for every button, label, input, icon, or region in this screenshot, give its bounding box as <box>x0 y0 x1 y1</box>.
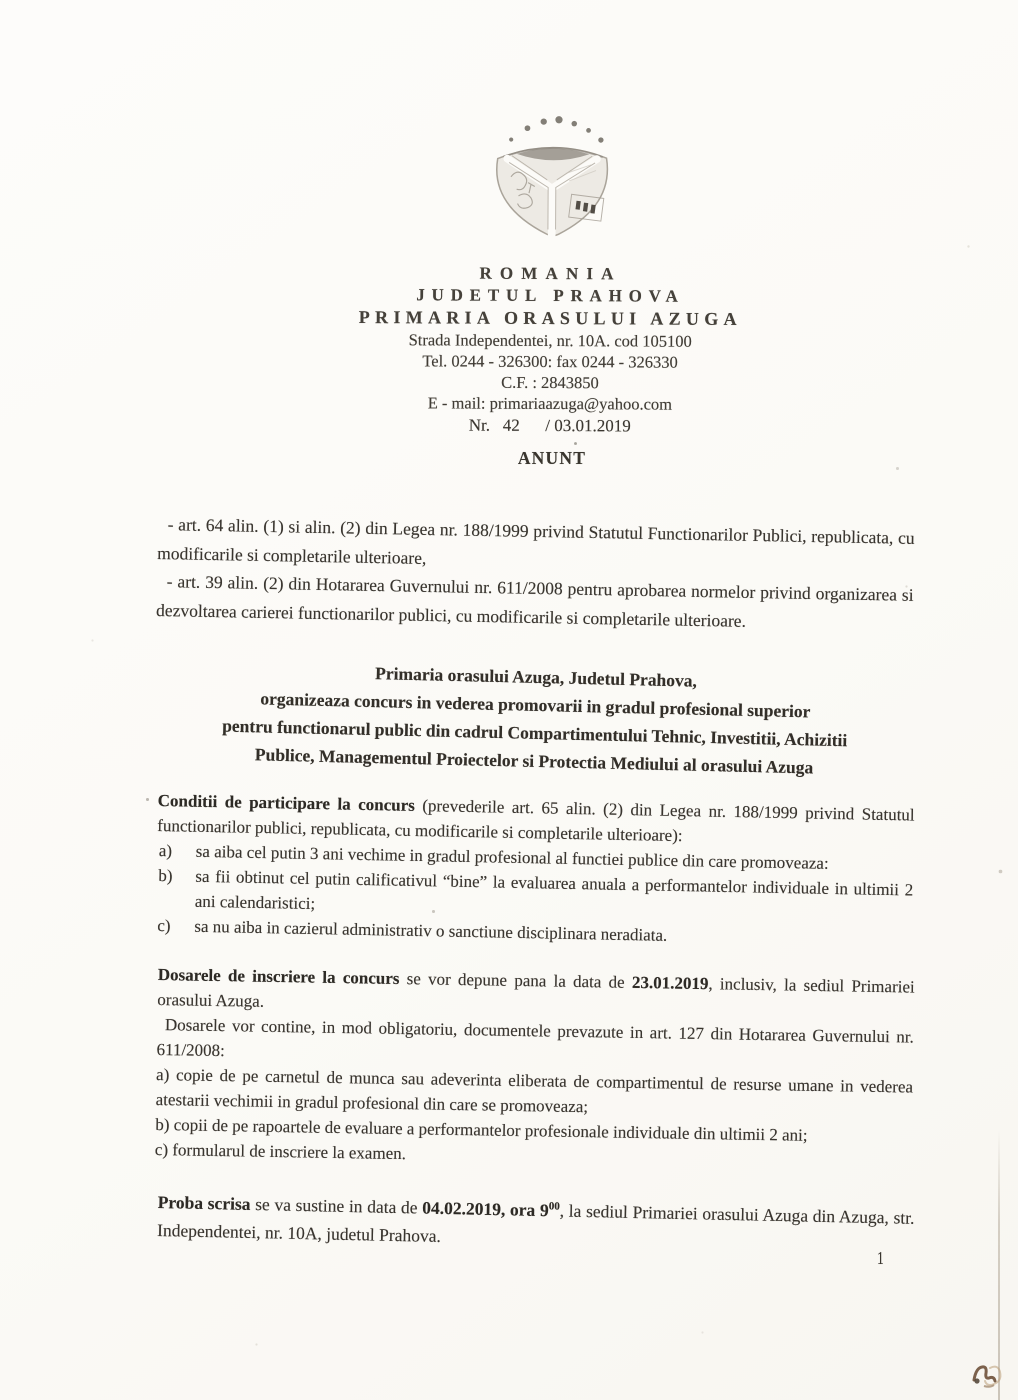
letterhead <box>170 0 932 439</box>
conditions-section <box>155 788 915 953</box>
exam-time-superscript: 00 <box>548 1200 560 1213</box>
exam-paragraph <box>157 1188 915 1260</box>
conditions-heading-bold: Conditii de participare la concurs <box>157 790 416 815</box>
dossier-intro-mid: se vor depune pana la data de <box>399 969 633 992</box>
condition-item-marker: b) <box>158 866 173 886</box>
registration-number: Nr. 42 / 03.01.2019 <box>468 415 631 436</box>
conditions-heading-rest: (prevederile art. 65 alin. (2) din Legea nr. 188/1999 privind Statutul functionarilor publici, republicata, cu modificarile si completarile ulterioare): <box>157 795 915 846</box>
letterhead-county: JUDETUL PRAHOVA <box>416 285 685 306</box>
condition-item-text: sa aiba cel putin 3 ani vechime in gradul profesional al functiei publice din care promoveaza: <box>195 841 829 873</box>
letterhead-phone: Tel. 0244 - 326300: fax 0244 - 326330 <box>422 351 678 372</box>
dossier-item: a) copie de pe carnetul de munca sau adeverinta eliberata de compartimentul de resurse umane in vederea atestarii vechimii in gradul profesional din care se promoveaza; <box>155 1064 914 1117</box>
dossier-requirement: Dosarele vor contine, in mod obligatoriu, documentele prevazute in art. 127 din Hotararea Guvernului nr. 611/2008: <box>156 1015 915 1061</box>
announcement-line: Primaria orasului Azuga, Judetul Prahova, <box>374 663 698 691</box>
announcement-line: organizeaza concurs in vederea promovarii in gradul profesional superior <box>260 688 811 722</box>
coat-of-arms-icon <box>471 114 632 241</box>
letterhead-email: E - mail: primariaazuga@yahoo.com <box>427 393 673 414</box>
announcement-section <box>155 654 914 784</box>
letterhead-country: ROMANIA <box>479 263 622 284</box>
condition-item-marker: c) <box>157 916 171 936</box>
dossier-section <box>155 962 915 1175</box>
dossier-intro-bold: Dosarele de inscriere la concurs <box>157 964 400 989</box>
legal-basis-item: - art. 39 alin. (2) din Hotararea Guvernului nr. 611/2008 pentru aprobarea normelor privind organizarea si dezvoltarea carierei functionarilor publici, cu modificarile si completarile ulterioare. <box>155 571 914 631</box>
document-title: ANUNT <box>517 448 587 468</box>
letterhead-address: Strada Independentei, nr. 10A. cod 105100 <box>408 330 692 351</box>
dossier-item: b) copii de pe rapoartele de evaluare a performantelor profesionale individuale din ultimii 2 ani; <box>155 1114 808 1145</box>
letterhead-fiscal-code: C.F. : 2843850 <box>501 372 599 393</box>
announcement-line: pentru functionarul public din cadrul Compartimentului Tehnic, Investitii, Achizitii <box>221 715 848 751</box>
scan-specks <box>0 0 1 1</box>
page-number: 1 <box>877 1248 883 1268</box>
letterhead-institution: PRIMARIA ORASULUI AZUGA <box>358 306 742 329</box>
dossier-item: c) formularul de inscriere la examen. <box>154 1139 407 1164</box>
exam-section <box>157 1188 915 1260</box>
legal-basis-item: - art. 64 alin. (1) si alin. (2) din Legea nr. 188/1999 privind Statutul Functionarilor Publici, republicata, cu modificarile si completarile ulterioare, <box>157 514 915 568</box>
exam-mid: se va sustine in data de <box>250 1193 423 1218</box>
condition-item-marker: a) <box>158 841 173 861</box>
exam-lead-bold: Proba scrisa <box>157 1191 251 1214</box>
handwritten-mark-icon <box>960 1346 1012 1396</box>
condition-item-text: sa fii obtinut cel putin calificativul “bine” la evaluarea anuala a performantelor individuale in ultimii 2 ani calendaristici; <box>194 866 914 914</box>
dossier-intro-end: , inclusiv, la sediul Primariei orasului Azuga. <box>157 974 915 1011</box>
exam-tail: , la sediul Primariei orasului Azuga din Azuga, str. Independentei, nr. 10A, judetul Prahova. <box>156 1200 915 1246</box>
condition-item-text: sa nu aiba in cazierul administrativ o sanctiune disciplinara neradiata. <box>194 916 668 945</box>
exam-date: 04.02.2019, ora 9 <box>422 1197 549 1221</box>
announcement-line: Publice, Managementul Proiectelor si Protectia Mediului al orasului Azuga <box>254 744 814 778</box>
legal-basis-section <box>156 510 915 638</box>
dossier-deadline: 23.01.2019 <box>631 972 709 994</box>
